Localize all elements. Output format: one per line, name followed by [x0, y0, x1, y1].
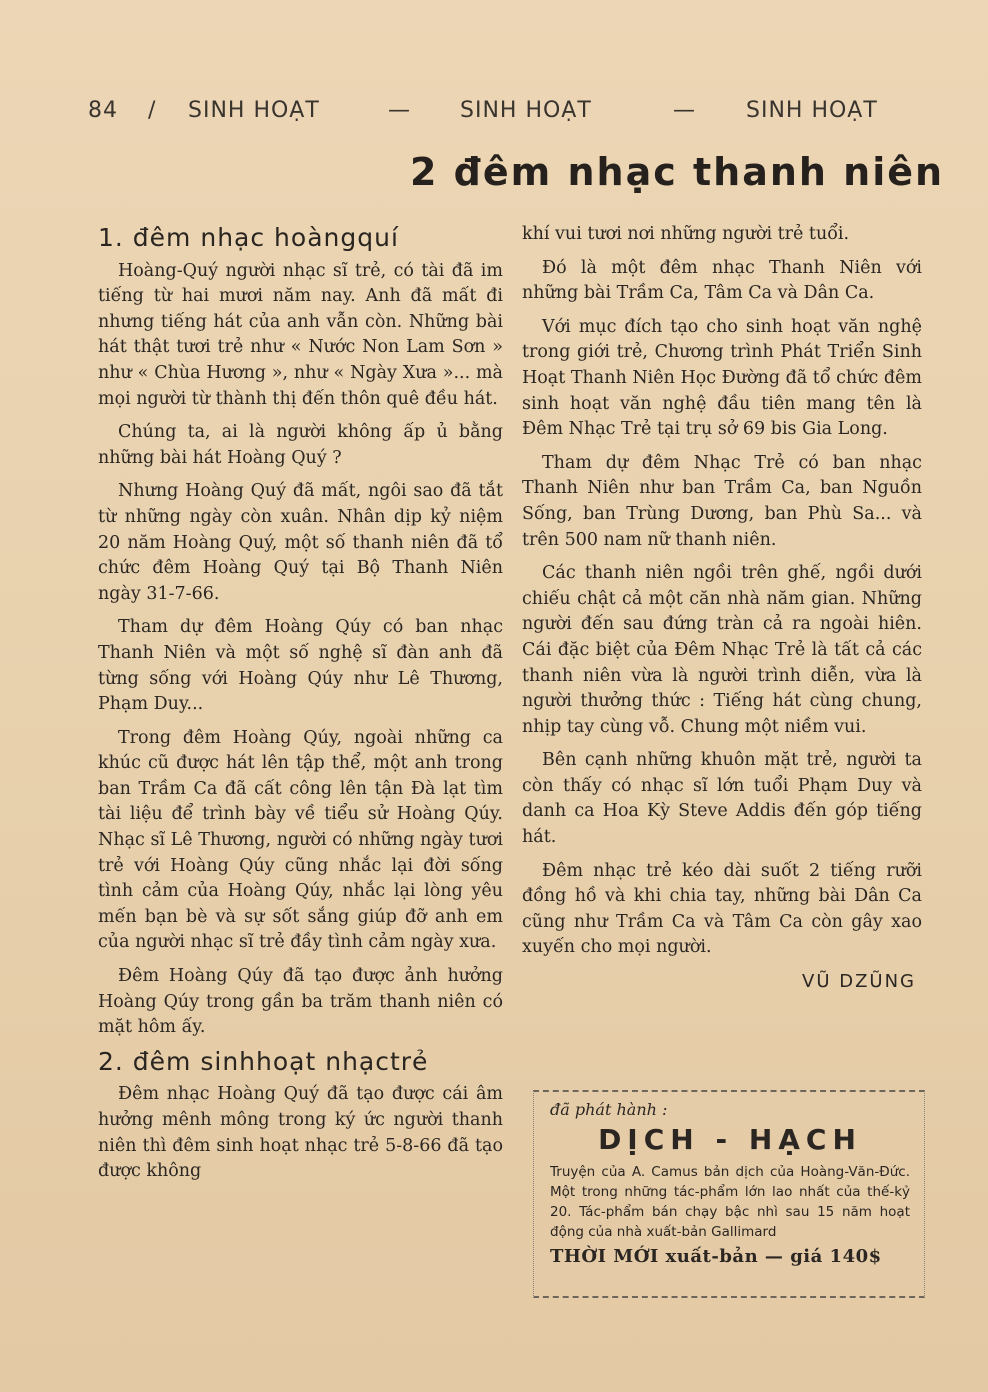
article-2-paragraph: Bên cạnh những khuôn mặt trẻ, người ta còn thấy có nhạc sĩ lớn tuổi Phạm Duy và danh ca Hoa Kỳ Steve Addis đến góp tiếng hát. [522, 750, 922, 848]
article-2-paragraph: Các thanh niên ngồi trên ghế, ngồi dưới chiếu chật cả một căn nhà năm gian. Những người đến sau đứng tràn cả ra ngoài hiên. Cái đặc biệt của Đêm Nhạc Trẻ là tất cả các thanh niên vừa là người trình diễn, vừa là người thưởng thức : Tiếng hát cùng chung, nhịp tay cùng vỗ. Chung một niềm vui. [522, 563, 922, 737]
right-column [522, 222, 922, 1005]
article-2-paragraph: Với mục đích tạo cho sinh hoạt văn nghệ trong giới trẻ, Chương trình Phát Triển Sinh Hoạt Thanh Niên Học Đường đã tổ chức đêm sinh hoạt văn nghệ đầu tiên mang tên là Đêm Nhạc Trẻ tại trụ sở 69 bis Gia Long. [522, 316, 922, 440]
article-2-title: 2. đêm sinhhoạt nhạctrẻ [98, 1046, 429, 1076]
article-1-paragraph: Tham dự đêm Hoàng Qúy có ban nhạc Thanh Niên và một số nghệ sĩ đàn anh đã từng sống với Hoàng Qúy như Lê Thương, Phạm Duy... [98, 617, 503, 715]
article-1-paragraph: Nhưng Hoàng Quý đã mất, ngôi sao đã tắt từ những ngày còn xuân. Nhân dịp kỷ niệm 20 năm Hoàng Quý, một số thanh niên đã tổ chức đêm Hoàng Quý tại Bộ Thanh Niên ngày 31-7-66. [98, 481, 503, 604]
article-1-paragraph: Hoàng-Quý người nhạc sĩ trẻ, có tài đã im tiếng từ hai mươi năm nay. Anh đã mất đi nhưng tiếng hát của anh vẫn còn. Những bài hát thật tươi trẻ như « Nước Non Lam Sơn » như « Chùa Hương », như « Ngày Xưa »... mà mọi người từ thành thị đến thôn quê đều hát. [98, 260, 503, 409]
article-2-paragraph: Đêm nhạc Hoàng Quý đã tạo được cái âm hưởng mênh mông trong ký ức người thanh niên thì đêm sinh hoạt nhạc trẻ 5-8-66 đã tạo được không [98, 1084, 503, 1182]
header-section-2: SINH HOẠT [460, 98, 592, 123]
book-advertisement [533, 1090, 925, 1298]
article-2-paragraph: Đêm nhạc trẻ kéo dài suốt 2 tiếng rưỡi đồng hồ và khi chia tay, những bài Dân Ca cũng như Trầm Ca và Tâm Ca còn gây xao xuyến cho mọi người. [522, 860, 922, 958]
article-1-title: 1. đêm nhạc hoàngquí [98, 223, 399, 252]
article-2-continuation: khí vui tươi nơi những người trẻ tuổi. [522, 224, 850, 244]
ad-intro: đã phát hành : [550, 1100, 668, 1119]
header-section-1: SINH HOẠT [188, 98, 320, 123]
article-1-paragraph: Trong đêm Hoàng Qúy, ngoài những ca khúc cũ được hát lên tập thể, một anh trong ban Trầm Ca đã cất công lên tận Đà lạt tìm tài liệu để trình bày về tiểu sử Hoàng Qúy. Nhạc sĩ Lê Thương, người có những ngày tươi trẻ với Hoàng Qúy cũng nhắc lại đời sống tình cảm của Hoàng Qúy, nhắc lại lòng yêu mến bạn bè và sự sốt sắng giúp đỡ anh em của người nhạc sĩ trẻ đầy tình cảm ngày xưa. [98, 727, 503, 953]
author-signature: VŨ DZŨNG [802, 971, 916, 993]
page-title: 2 đêm nhạc thanh niên [410, 150, 945, 194]
running-header [88, 92, 913, 132]
ad-book-title: DỊCH - HẠCH [598, 1123, 862, 1156]
page-number: 84 [88, 98, 118, 123]
ad-publisher-price: THỜI MỚI xuất-bản — giá 140$ [550, 1246, 882, 1267]
article-1-paragraph: Đêm Hoàng Qúy đã tạo được ảnh hưởng Hoàng Qúy trong gần ba trăm thanh niên có mặt hôm ấy. [98, 966, 503, 1038]
header-separator: / [148, 98, 157, 123]
article-1-paragraph: Chúng ta, ai là người không ấp ủ bằng những bài hát Hoàng Quý ? [98, 422, 503, 468]
header-dash-2: — [673, 98, 696, 123]
left-column [98, 225, 503, 1193]
article-2-paragraph: Tham dự đêm Nhạc Trẻ có ban nhạc Thanh Niên như ban Trầm Ca, ban Nguồn Sống, ban Trùng Dương, ban Phù Sa... và trên 500 nam nữ thanh niên. [522, 452, 922, 550]
header-section-3: SINH HOẠT [746, 98, 878, 123]
article-2-paragraph: Đó là một đêm nhạc Thanh Niên với những bài Trầm Ca, Tâm Ca và Dân Ca. [522, 257, 922, 304]
ad-description: Truyện của A. Camus bản dịch của Hoàng-Văn-Đức. Một trong những tác-phẩm lớn lao nhất của thế-kỷ 20. Tác-phẩm bán chạy bậc nhì sau 15 năm hoạt động của nhà xuất-bản Gallimard [550, 1164, 910, 1240]
header-dash-1: — [388, 98, 411, 123]
